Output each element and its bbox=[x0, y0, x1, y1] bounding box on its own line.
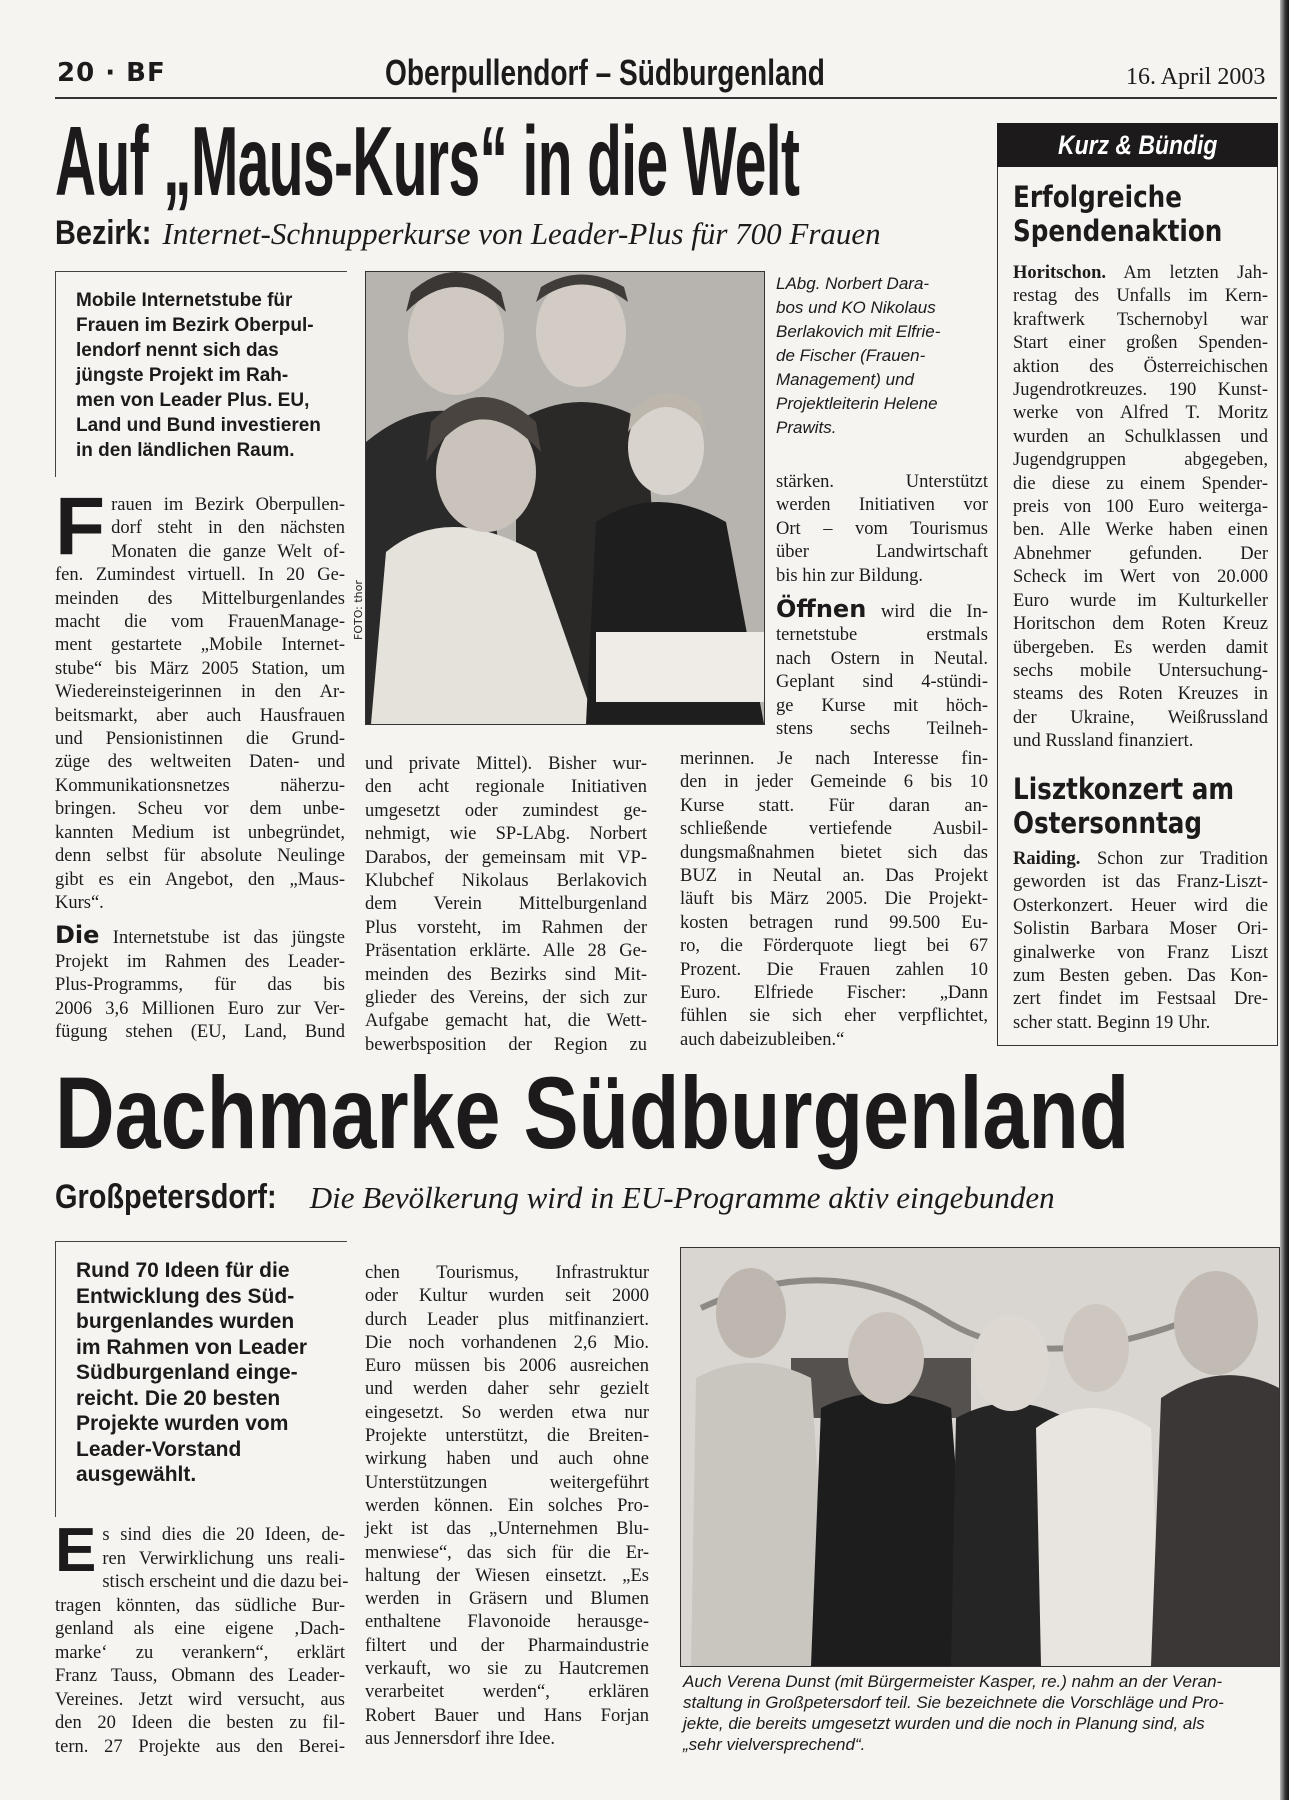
article1-subtitle: Internet-Schnupperkurse von Leader-Plus für 700 Frauen bbox=[162, 216, 881, 251]
article2-lead bbox=[55, 1241, 347, 1517]
text-line: burgenlandes wurden bbox=[76, 1310, 295, 1333]
place-name: Horitschon. bbox=[1013, 263, 1107, 283]
section-title: Oberpullendorf – Südburgenland bbox=[385, 52, 825, 93]
text-line: Plus vorsteht, im Rahmen der bbox=[365, 917, 647, 938]
text-line: kraftwerk Tschernobyl war bbox=[1013, 309, 1268, 330]
text-line: enthaltene Flavonoide herausge- bbox=[365, 1612, 649, 1633]
text-line: wurden an Schulklassen und bbox=[1013, 426, 1268, 447]
text-line: werke von Alfred T. Moritz bbox=[1013, 403, 1268, 424]
heading-line: Ostersonntag bbox=[1013, 806, 1203, 840]
text-fragment: Schon zur Tradition bbox=[1096, 849, 1268, 869]
text-line: Rund 70 Ideen für die bbox=[76, 1259, 290, 1282]
text-line: Management) und bbox=[776, 370, 914, 389]
text-line: Kurse statt. Für daran an- bbox=[680, 795, 988, 816]
text-line: ben. Alle Werke haben einen bbox=[1013, 520, 1268, 541]
page-binding-shadow bbox=[1280, 0, 1289, 1800]
article1-column2 bbox=[365, 753, 647, 1057]
group-photo-five-people bbox=[681, 1248, 1279, 1666]
kurz-buendig-title: Kurz & Bündig bbox=[1057, 130, 1218, 160]
article2-subtitle: Die Bevölkerung wird in EU-Programme aktiv eingebunden bbox=[309, 1180, 1055, 1215]
text-line: und werden daher sehr gezielt bbox=[365, 1379, 649, 1400]
text-line: Scheck im Wert von 20.000 bbox=[1013, 567, 1268, 588]
text-line: aktion des Österreichischen bbox=[1013, 356, 1268, 377]
text-line: gibt es ein Angebot, den „Maus- bbox=[55, 869, 345, 890]
text-line: Abnehmer gefunden. Der bbox=[1013, 543, 1268, 564]
text-line: chen Tourismus, Infrastruktur bbox=[365, 1263, 649, 1283]
drop-cap: E bbox=[55, 1516, 97, 1585]
text-line: Plus-Programms, für das bis bbox=[55, 975, 345, 996]
text-line: rauen im Bezirk Oberpullen- bbox=[111, 495, 345, 515]
text-line: durch Leader plus mitfinanziert. bbox=[365, 1309, 649, 1330]
text-line: züge des weltweiten Daten- und bbox=[55, 752, 345, 773]
text-line: in den ländlichen Raum. bbox=[76, 440, 295, 461]
text-line: Jugendgruppen abgegeben, bbox=[1013, 450, 1268, 471]
text-line: Euro müssen bis 2006 ausreichen bbox=[365, 1356, 649, 1377]
article1-paragraph-oeffnen bbox=[776, 595, 988, 741]
text-line: Auch Verena Dunst (mit Bürgermeister Kasper, re.) nahm an der Veran- bbox=[683, 1672, 1223, 1691]
text-line: stärken. Unterstützt bbox=[776, 472, 988, 492]
article1-paragraph2 bbox=[55, 921, 346, 1044]
text-line: jekte, die bereits umgesetzt wurden und die noch in Planung sind, als bbox=[683, 1714, 1205, 1733]
text-line: scher statt. Beginn 19 Uhr. bbox=[1013, 1012, 1211, 1033]
text-line: Euro wurde im Kulturkeller bbox=[1013, 590, 1268, 611]
text-line: BUZ in Neutal an. Das Projekt bbox=[680, 866, 988, 887]
text-line: Monaten die ganze Welt of- bbox=[111, 541, 345, 562]
text-line: Projekte wurden vom bbox=[76, 1412, 289, 1435]
text-line: Südburgenland einge- bbox=[76, 1361, 298, 1384]
issue-date: 16. April 2003 bbox=[1126, 64, 1266, 90]
text-line: werden in Gräsern und Blumen bbox=[365, 1589, 649, 1610]
group-photo-four-people bbox=[366, 272, 764, 724]
page-number: 20 · BF bbox=[57, 58, 166, 88]
article1-headline: Auf „Maus-Kurs“ in die Welt bbox=[55, 106, 800, 216]
text-line: Kurs“. bbox=[55, 892, 104, 913]
text-line: Osterkonzert. Heuer wird die bbox=[1013, 895, 1268, 916]
text-line: Entwicklung des Süd- bbox=[76, 1284, 295, 1308]
article2-kicker: Großpetersdorf: bbox=[55, 1178, 277, 1216]
text-line: werden Initiativen vor bbox=[776, 495, 988, 516]
text-line: Klubchef Nikolaus Berlakovich bbox=[365, 871, 647, 892]
text-line: zert findet im Festsaal Dre- bbox=[1013, 989, 1268, 1010]
text-line: Frauen im Bezirk Oberpul- bbox=[76, 315, 314, 336]
text-line: kannten Medium ist unbegründet, bbox=[55, 822, 345, 843]
sidebar-text bbox=[1013, 262, 1268, 754]
text-line: Ort – vom Tourismus bbox=[776, 518, 988, 539]
text-line: Aufgabe gemacht hat, die Wett- bbox=[365, 1011, 647, 1032]
text-line: staltung in Großpetersdorf teil. Sie bezeichnete die Vorschläge und Pro- bbox=[683, 1693, 1224, 1712]
text-line: Kommunikationsnetzes näherzu- bbox=[55, 775, 345, 796]
text-line: haltung der Wiesen einsetzt. „Es bbox=[365, 1565, 649, 1586]
text-line: Projektleiterin Helene bbox=[776, 394, 938, 413]
text-line: 2006 3,6 Millionen Euro zur Ver- bbox=[55, 998, 345, 1019]
paragraph-lines bbox=[1013, 285, 1268, 753]
text-line: LAbg. Norbert Dara- bbox=[776, 274, 930, 293]
heading-line: Lisztkonzert am bbox=[1013, 772, 1235, 806]
text-line: den acht regionale Initiativen bbox=[365, 777, 647, 798]
drop-cap: F bbox=[55, 481, 106, 572]
text-line: Horitschon dem Roten Kreuz bbox=[1013, 614, 1268, 635]
text-line: stube“ bis März 2005 Station, um bbox=[55, 658, 345, 679]
text-line: ge Kurse mit höch- bbox=[776, 695, 988, 716]
text-line: marke‘ zu verankern“, erklärt bbox=[55, 1642, 345, 1663]
text-fragment: Am letzten Jah- bbox=[1123, 263, 1268, 283]
text-line: dorf steht in den nächsten bbox=[111, 518, 345, 539]
text-line: merinnen. Je nach Interesse fin- bbox=[680, 749, 988, 769]
text-line: glieder des Vereins, der sich zur bbox=[365, 988, 647, 1009]
text-line: Präsentation erklärte. Alle 28 Ge- bbox=[365, 941, 647, 962]
caption-lines bbox=[776, 272, 988, 440]
text-line: Die noch vorhandenen 2,6 Mio. bbox=[365, 1332, 649, 1353]
text-line: Projekt im Rahmen des Leader- bbox=[55, 951, 345, 972]
text-line: men von Leader Plus. EU, bbox=[76, 390, 310, 411]
text-line: und private Mittel). Bisher wur- bbox=[365, 754, 647, 774]
text-line: jekt ist das „Unternehmen Blu- bbox=[365, 1519, 649, 1540]
header-rule bbox=[55, 97, 1277, 99]
text-line: werden können. Ein solches Pro- bbox=[365, 1495, 649, 1516]
article2-column2 bbox=[365, 1262, 649, 1751]
text-line: beitsmarkt, aber auch Hausfrauen bbox=[55, 705, 345, 726]
sidebar-item-spendenaktion bbox=[1013, 180, 1268, 754]
text-line bbox=[1013, 848, 1268, 871]
text-line: Solistin Barbara Moser Ori- bbox=[1013, 919, 1268, 940]
text-line: denn selbst für absolute Neulinge bbox=[55, 846, 345, 867]
text-line: dungsmaßnahmen bietet sich das bbox=[680, 842, 988, 863]
text-line: Vereines. Jetzt wird versucht, aus bbox=[55, 1689, 345, 1710]
text-line: Unterstützungen weitergeführt bbox=[365, 1472, 649, 1493]
sidebar-text bbox=[1013, 848, 1268, 1035]
text-line: Prozent. Die Frauen zahlen 10 bbox=[680, 959, 988, 980]
text-line: die diese zu einem Spender- bbox=[1013, 473, 1268, 494]
text-line: ro, die Förderquote liegt bei 67 bbox=[680, 936, 988, 957]
article1-lead bbox=[55, 271, 347, 477]
sidebar-item-lisztkonzert bbox=[1013, 772, 1268, 1035]
text-line: dem Verein Mittelburgenland bbox=[365, 894, 647, 915]
text-line: ternetstube erstmals bbox=[776, 625, 988, 646]
photo-credit: FOTO: thor bbox=[352, 580, 365, 640]
article1-column3-bottom bbox=[680, 748, 988, 1052]
text-line bbox=[1013, 262, 1268, 285]
text-line: Mobile Internetstube für bbox=[76, 290, 293, 311]
text-line: Land und Bund investieren bbox=[76, 415, 321, 436]
text-line: fen. Zumindest virtuell. In 20 Ge- bbox=[55, 565, 345, 586]
text-line: Darabos, der gemeinsam mit VP- bbox=[365, 847, 647, 868]
text-line: der Ukraine, Weißrussland bbox=[1013, 707, 1268, 728]
run-in-word: Die bbox=[55, 921, 100, 950]
caption-lines bbox=[683, 1671, 1279, 1755]
text-line: Robert Bauer und Hans Forjan bbox=[365, 1705, 649, 1726]
article1-photo-caption bbox=[776, 272, 988, 440]
text-line: umgesetzt oder zumindest ge- bbox=[365, 800, 647, 821]
text-line: tragen könnten, das südliche Bur- bbox=[55, 1595, 345, 1616]
text-line: ginalwerke von Franz Liszt bbox=[1013, 942, 1268, 963]
text-line: meinden des Mittelburgenlandes bbox=[55, 588, 345, 609]
text-line: menwiese“, das sich für die Er- bbox=[365, 1542, 649, 1563]
text-line: verarbeitet werden“, erklären bbox=[365, 1682, 649, 1703]
text-fragment: wird die In- bbox=[880, 602, 988, 622]
article1-kicker: Bezirk: bbox=[55, 214, 152, 252]
article1-subheadline bbox=[55, 214, 881, 253]
text-line: ment gestartete „Mobile Internet- bbox=[55, 635, 345, 656]
text-line: ausgewählt. bbox=[76, 1463, 197, 1486]
text-line: steams des Roten Kreuzes in bbox=[1013, 684, 1268, 705]
text-line: schließende vertiefende Ausbil- bbox=[680, 819, 988, 840]
text-line: und Pensionistinnen die Grund- bbox=[55, 729, 345, 750]
text-line: stens sechs Teilneh- bbox=[776, 719, 988, 740]
text-line: im Rahmen von Leader bbox=[76, 1335, 308, 1359]
text-line: verkauft, wo sie zu Hautcremen bbox=[365, 1659, 649, 1680]
text-line: sechs mobile Untersuchung- bbox=[1013, 660, 1268, 681]
text-line: Projekte unterstützt, die Breiten- bbox=[365, 1426, 649, 1447]
article2-photo bbox=[680, 1247, 1280, 1667]
text-line: Geplant sind 4-stündi- bbox=[776, 672, 988, 693]
text-line: oder Kultur wurden seit 2000 bbox=[365, 1286, 649, 1307]
text-line: fühlen sie sich eher verpflichtet, bbox=[680, 1006, 988, 1027]
article1-column3-top bbox=[776, 471, 988, 588]
text-line: bos und KO Nikolaus bbox=[776, 298, 936, 317]
text-line bbox=[55, 921, 346, 950]
text-line: fügung stehen (EU, Land, Bund bbox=[55, 1021, 345, 1042]
place-name: Raiding. bbox=[1013, 849, 1081, 869]
text-line: genland als eine eigene ‚Dach- bbox=[55, 1619, 345, 1639]
text-line: ren Verwirklichung uns reali- bbox=[102, 1548, 345, 1569]
text-line: meinden des Bezirks sind Mit- bbox=[365, 964, 647, 985]
text-line: Jugendrotkreuzes. 190 Kunst- bbox=[1013, 380, 1268, 401]
text-line: läuft bis März 2005. Die Projekt- bbox=[680, 889, 988, 910]
text-line: übergeben. Es werden damit bbox=[1013, 637, 1268, 658]
article2-subheadline bbox=[55, 1178, 1055, 1217]
article2-column1 bbox=[55, 1516, 349, 1759]
run-in-word: Öffnen bbox=[776, 595, 867, 623]
paragraph-lines bbox=[55, 951, 345, 1045]
article1-column1 bbox=[55, 481, 346, 1044]
text-line: wirkung haben und auch ohne bbox=[365, 1449, 649, 1470]
text-line: tern. 27 Projekte aus den Berei- bbox=[55, 1736, 345, 1757]
text-line: zum Besten geben. Das Kon- bbox=[1013, 966, 1268, 987]
article2-photo-caption bbox=[683, 1671, 1279, 1755]
text-line: den 20 Ideen die besten zu fil- bbox=[55, 1713, 345, 1733]
text-line: bringen. Scheu vor dem unbe- bbox=[55, 799, 345, 820]
text-fragment: Internetstube ist das jüngste bbox=[112, 928, 346, 949]
text-line: über Landwirtschaft bbox=[776, 542, 988, 563]
text-line: restag des Unfalls im Kern- bbox=[1013, 286, 1268, 307]
text-line: geworden ist das Franz-Liszt- bbox=[1013, 872, 1268, 893]
heading-line: Spendenaktion bbox=[1013, 214, 1223, 248]
text-line: Wiedereinsteigerinnen in den Ar- bbox=[55, 682, 345, 703]
heading-line: Erfolgreiche bbox=[1013, 180, 1182, 214]
text-line: macht die vom FrauenManage- bbox=[55, 612, 345, 633]
text-line: Berlakovich mit Elfrie- bbox=[776, 322, 941, 341]
text-line: bewerbsposition der Region zu bbox=[365, 1034, 647, 1055]
text-line: aus Jennersdorf ihre Idee. bbox=[365, 1728, 556, 1749]
paragraph-lines bbox=[1013, 871, 1268, 1035]
text-line: „sehr vielversprechend“. bbox=[683, 1735, 866, 1754]
text-line: de Fischer (Frauen- bbox=[776, 346, 926, 365]
text-line: Start einer großen Spenden- bbox=[1013, 333, 1268, 354]
text-line: lendorf nennt sich das bbox=[76, 340, 279, 361]
article1-photo bbox=[365, 271, 765, 725]
text-line: und Russland finanziert. bbox=[1013, 731, 1194, 752]
text-line: preis von 100 Euro weiterga- bbox=[1013, 497, 1268, 518]
text-line: Franz Tauss, Obmann des Leader- bbox=[55, 1666, 345, 1686]
text-line: reicht. Die 20 besten bbox=[76, 1386, 281, 1410]
text-line: filtert und der Pharmaindustrie bbox=[365, 1635, 649, 1656]
text-line: nach Ostern in Neutal. bbox=[776, 648, 988, 669]
kurz-buendig-title-bar bbox=[997, 123, 1278, 167]
text-line: nehmigt, wie SP-LAbg. Norbert bbox=[365, 824, 647, 845]
text-line: Euro. Elfriede Fischer: „Dann bbox=[680, 983, 988, 1004]
text-line: den in jeder Gemeinde 6 bis 10 bbox=[680, 772, 988, 793]
text-line: Prawits. bbox=[776, 418, 837, 437]
text-line: auch dabeizubleiben.“ bbox=[680, 1029, 845, 1050]
sidebar-heading bbox=[1013, 772, 1235, 840]
text-line: Leader-Vorstand bbox=[76, 1437, 242, 1461]
text-line: kosten betragen rund 99.500 Eu- bbox=[680, 912, 988, 933]
text-line: s sind dies die 20 Ideen, de- bbox=[102, 1525, 345, 1545]
text-line: stisch erscheint und die dazu bei- bbox=[102, 1572, 349, 1592]
text-line bbox=[776, 595, 988, 624]
text-line: bis hin zur Bildung. bbox=[776, 565, 923, 586]
text-line: jüngste Projekt im Rah- bbox=[76, 365, 289, 386]
sidebar-heading bbox=[1013, 180, 1230, 248]
paragraph-lines bbox=[776, 624, 988, 741]
article2-headline: Dachmarke Südburgenland bbox=[55, 1056, 1130, 1170]
text-line: eingesetzt. So werden etwa nur bbox=[365, 1402, 649, 1423]
article2-paragraph1 bbox=[55, 1516, 349, 1759]
